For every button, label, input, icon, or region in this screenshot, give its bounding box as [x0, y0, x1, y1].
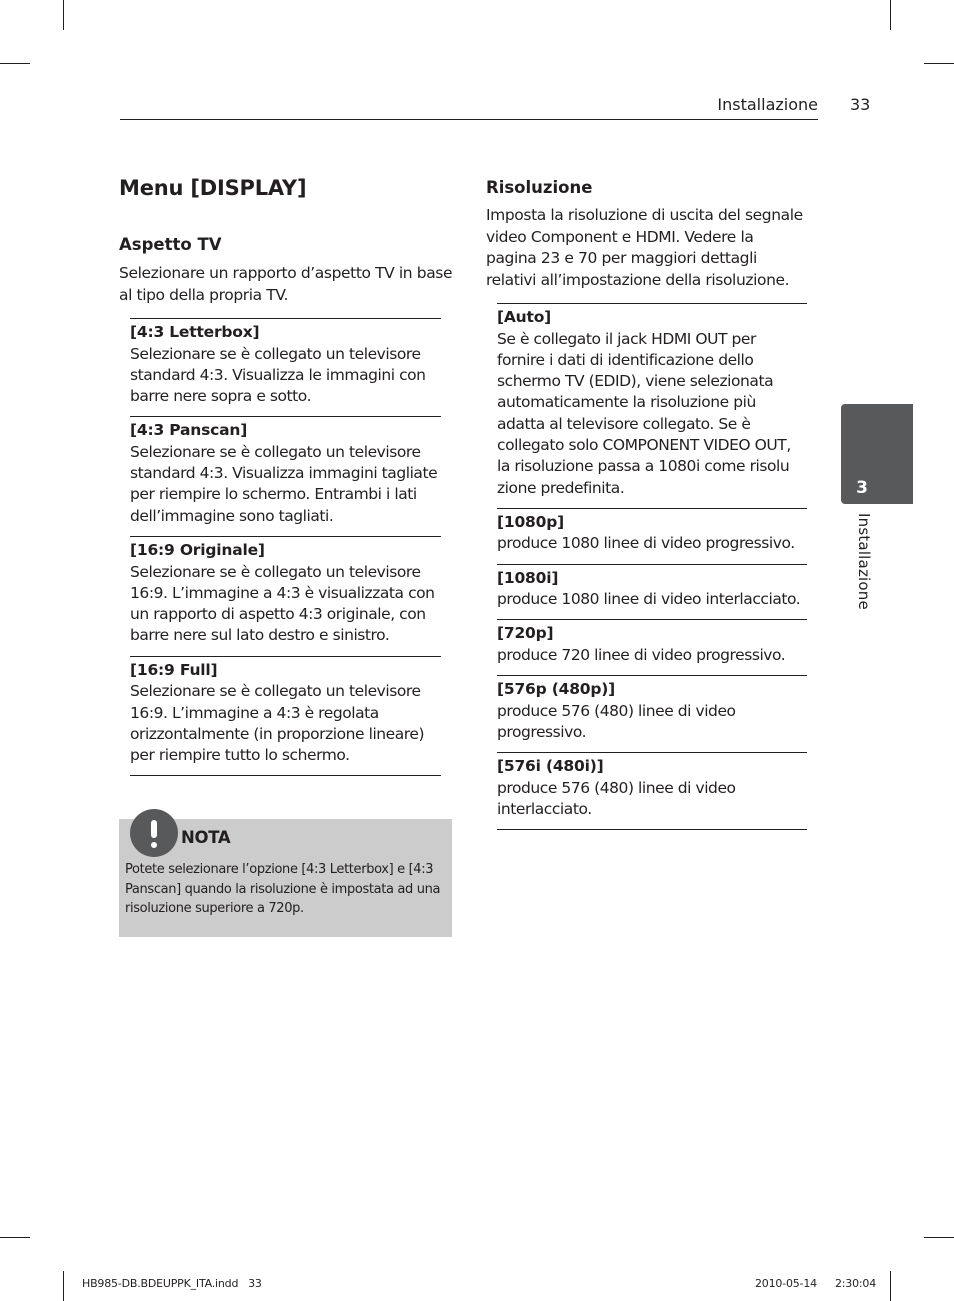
option-title: [4:3 Letterbox]	[130, 323, 260, 341]
option-description: produce 1080 linee di video progressivo.	[497, 534, 795, 553]
option-description: Selezionare se è collegato un televisore standard 4:3. Visualizza immagini tagliate per riempire lo schermo. Entrambi i lati dell’immagine sono tagliati.	[130, 442, 438, 525]
aspect-intro: Selezionare un rapporto d’aspetto TV in base al tipo della propria TV.	[119, 264, 453, 304]
footer-filename: HB985-DB.BDEUPPK_ITA.indd 33	[82, 1277, 262, 1290]
option-title: [1080p]	[497, 512, 565, 531]
option-description: Selezionare se è collegato un televisore 16:9. L’immagine a 4:3 è visualizzata con un rapporto di aspetto 4:3 originale, con barre nere sul lato destro e sinistro.	[130, 562, 435, 645]
crop-mark	[924, 1237, 954, 1238]
option-item	[497, 676, 807, 753]
aspect-options	[130, 318, 441, 776]
crop-mark	[890, 1271, 891, 1301]
option-title: [16:9 Originale]	[130, 541, 265, 560]
option-item	[497, 565, 807, 621]
resolution-intro: Imposta la risoluzione di uscita del segnale video Component e HDMI. Vedere la pagina 23 e 70 per maggiori dettagli relativi all’impostazione della risoluzione.	[486, 206, 803, 289]
option-title: [576i (480i)]	[497, 757, 604, 776]
page-title: Menu [DISPLAY]	[119, 176, 307, 200]
chapter-label: Installazione	[855, 513, 873, 610]
option-description: produce 576 (480) linee di video progressivo.	[497, 701, 736, 742]
aspect-heading: Aspetto TV	[119, 235, 222, 254]
option-title: [4:3 Panscan]	[130, 421, 248, 440]
running-header-section: Installazione	[717, 95, 818, 114]
crop-mark	[0, 1237, 30, 1238]
option-item	[497, 620, 807, 676]
option-item	[497, 304, 807, 509]
crop-mark	[0, 63, 30, 64]
footer-date: 2010-05-14	[755, 1277, 817, 1290]
option-item	[130, 657, 441, 777]
crop-mark	[890, 0, 891, 30]
option-description: Se è collegato il jack HDMI OUT per fornire i dati di identificazione dello schermo TV (EDID), viene selezionata automaticamente la risoluzione più adatta al televisore collegato. Se è collegato solo COMPONENT VIDEO OUT, la risoluzione passa a 1080i come risolu zione predefinita.	[497, 329, 791, 497]
option-title: [Auto]	[497, 308, 552, 326]
option-item	[497, 753, 807, 830]
page-number: 33	[850, 95, 871, 114]
option-item	[130, 417, 441, 537]
option-description: Selezionare se è collegato un televisore 16:9. L’immagine a 4:3 è regolata orizzontalmente (in proporzione lineare) per riempire tutto lo schermo.	[130, 682, 425, 765]
exclamation-icon	[130, 809, 178, 857]
option-description: produce 720 linee di video progressivo.	[497, 645, 786, 664]
note-text: Potete selezionare l’opzione [4:3 Letterbox] e [4:3 Panscan] quando la risoluzione è impostata ad una risoluzione superiore a 720p.	[125, 862, 441, 916]
option-item	[130, 537, 441, 657]
header-rule	[120, 119, 818, 120]
option-item	[130, 319, 441, 417]
crop-mark	[924, 63, 954, 64]
option-description: Selezionare se è collegato un televisore standard 4:3. Visualizza le immagini con barre nere sopra e sotto.	[130, 344, 426, 406]
option-title: [576p (480p)]	[497, 680, 616, 699]
option-title: [16:9 Full]	[130, 660, 218, 679]
resolution-heading: Risoluzione	[486, 178, 593, 197]
crop-mark	[63, 0, 64, 30]
chapter-number: 3	[856, 478, 868, 498]
resolution-options	[497, 303, 807, 830]
option-description: produce 576 (480) linee di video interlacciato.	[497, 778, 736, 819]
option-item	[497, 509, 807, 565]
crop-mark	[63, 1271, 64, 1301]
option-title: [1080i]	[497, 568, 559, 587]
note-label: NOTA	[181, 828, 231, 847]
option-description: produce 1080 linee di video interlacciato.	[497, 590, 801, 609]
option-title: [720p]	[497, 624, 554, 643]
footer-time: 2:30:04	[835, 1277, 877, 1290]
